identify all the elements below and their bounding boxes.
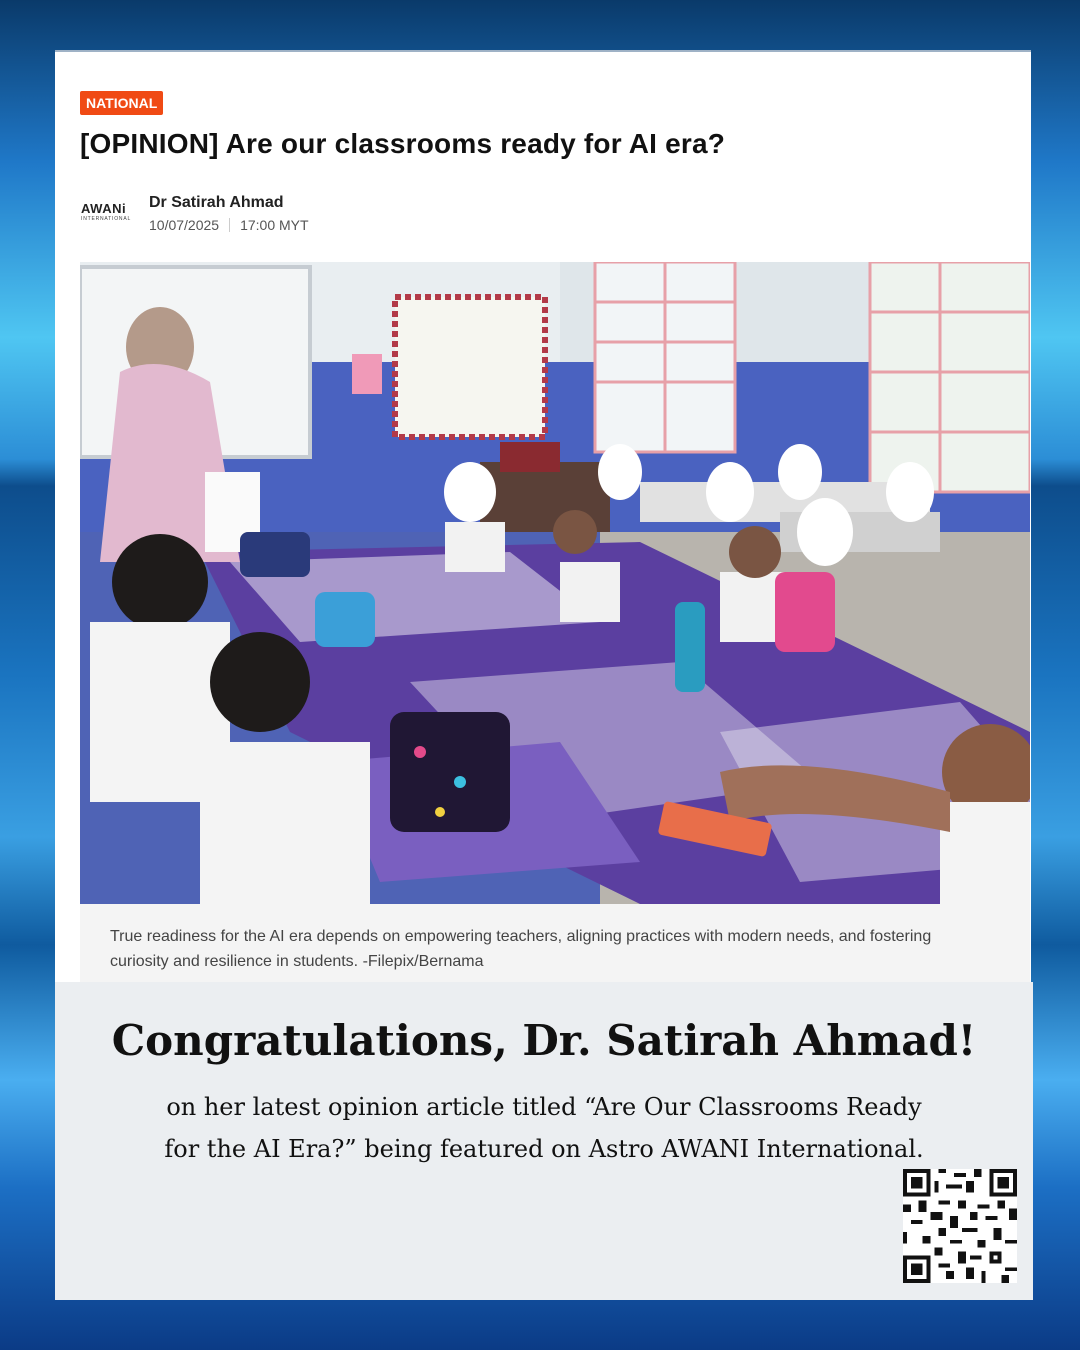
congratulations-message: [95, 1086, 993, 1170]
article-card: [55, 50, 1031, 982]
congratulations-title: Congratulations, Dr. Satirah Ahmad!: [111, 1016, 977, 1065]
publish-time: 17:00 MYT: [240, 217, 309, 233]
category-badge[interactable]: NATIONAL: [80, 91, 163, 115]
photo-caption-box: [80, 904, 1030, 984]
author-name[interactable]: Dr Satirah Ahmad: [149, 194, 284, 211]
article-photo: [80, 262, 1030, 904]
photo-caption: True readiness for the AI era depends on empowering teachers, aligning practices with modern needs, and fostering curiosity and resilience in students. -Filepix/Bernama: [110, 928, 932, 970]
meta-divider: [229, 218, 230, 232]
publisher-logo: [81, 202, 141, 224]
qr-code-icon[interactable]: [903, 1169, 1017, 1283]
classroom-photo-illustration: [80, 262, 1030, 904]
qr-code-graphic: [903, 1169, 1017, 1283]
article-meta: [149, 217, 309, 233]
message-line-1: on her latest opinion article titled “Are Our Classrooms Ready: [166, 1093, 922, 1121]
congratulations-panel: [55, 982, 1033, 1300]
message-line-2: for the AI Era?” being featured on Astro AWANI International.: [164, 1135, 924, 1163]
logo-sub-text: INTERNATIONAL: [81, 216, 132, 222]
article-headline[interactable]: [OPINION] Are our classrooms ready for AI era?: [80, 128, 726, 159]
publish-date: 10/07/2025: [149, 217, 220, 233]
logo-main-text: AWANi: [81, 201, 127, 216]
